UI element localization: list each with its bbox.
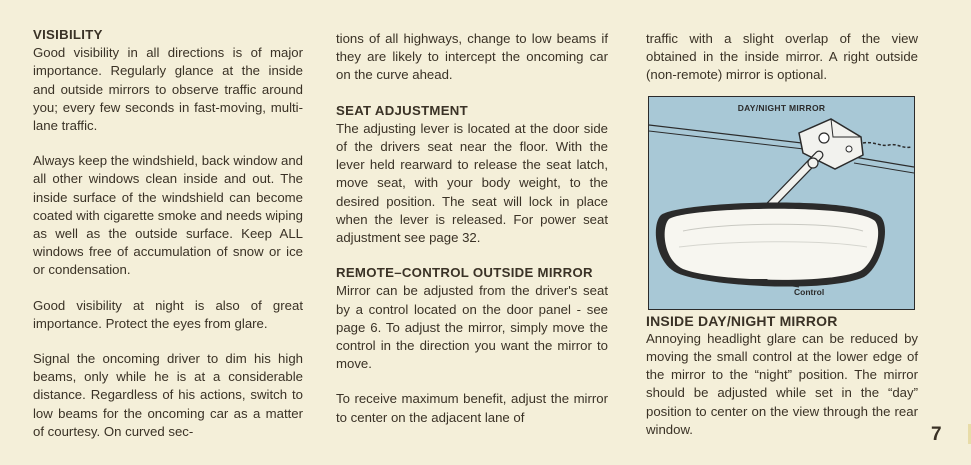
section-heading-visibility: VISIBILITY: [33, 27, 103, 42]
column-middle: [336, 30, 608, 427]
day-night-mirror-illustration: [648, 96, 915, 310]
mirror-drawing: [649, 97, 914, 309]
figure-callout-control: Control: [794, 287, 825, 297]
column-left: [33, 26, 303, 441]
paragraph-seat-adjustment: The adjusting lever is located at the door side of the drivers seat near the floor. With the lever held rearward to release the seat latch, move seat, with your body weight, to the desired position. The seat will lock in place when the lever is released. For power seat adjustment see page 32.: [336, 120, 608, 246]
section-heading-day-night-mirror: INSIDE DAY/NIGHT MIRROR: [646, 312, 838, 329]
paragraph-visibility-4: Signal the oncoming driver to dim his high beams, only while he is at a considerable distance. Regardless of his actions, switch to low beams for the oncoming car as a matter of courtesy. On curved sec-: [33, 351, 303, 439]
section-heading-seat-adjustment: SEAT ADJUSTMENT: [336, 102, 468, 118]
paragraph-mirror-continued: traffic with a slight overlap of the view obtained in the inside mirror. A right outside (non-remote) mirror is optional.: [646, 31, 918, 83]
paragraph-remote-mirror-2: To receive maximum benefit, adjust the mirror to center on the adjacent lane of: [336, 391, 608, 425]
paragraph-day-night-mirror: Annoying headlight glare can be reduced by moving the small control at the lower edge of the mirror to the “night” position. The mirror should be adjusted while set in the “day” position to center on the view through the rear window.: [646, 330, 918, 437]
section-heading-remote-mirror: REMOTE–CONTROL OUTSIDE MIRROR: [336, 265, 593, 281]
paragraph-visibility-1: Good visibility in all directions is of major importance. Regularly glance at the inside and outside mirrors to observe traffic around you; every few seconds in fast-moving, multi-lane traffic.: [33, 45, 303, 134]
paragraph-visibility-2: Always keep the windshield, back window and all other windows clean inside and out. The inside surface of the windshield can become coated with cigarette smoke and needs wiping as well as the outside surface. Keep ALL windows free of accumulation of snow or ice or condensation.: [33, 153, 303, 278]
paragraph-continued: tions of all highways, change to low beams if they are likely to intercept the oncoming car on the curve ahead.: [336, 31, 608, 83]
paragraph-visibility-3: Good visibility at night is also of great importance. Protect the eyes from glare.: [33, 297, 303, 331]
figure-title: DAY/NIGHT MIRROR: [737, 103, 826, 113]
paragraph-remote-mirror-1: Mirror can be adjusted from the driver's seat by a control located on the door panel - see page 6. To adjust the mirror, simply move the control in the direction you want the mirror to move.: [336, 283, 608, 372]
page-number: 7: [931, 424, 942, 445]
